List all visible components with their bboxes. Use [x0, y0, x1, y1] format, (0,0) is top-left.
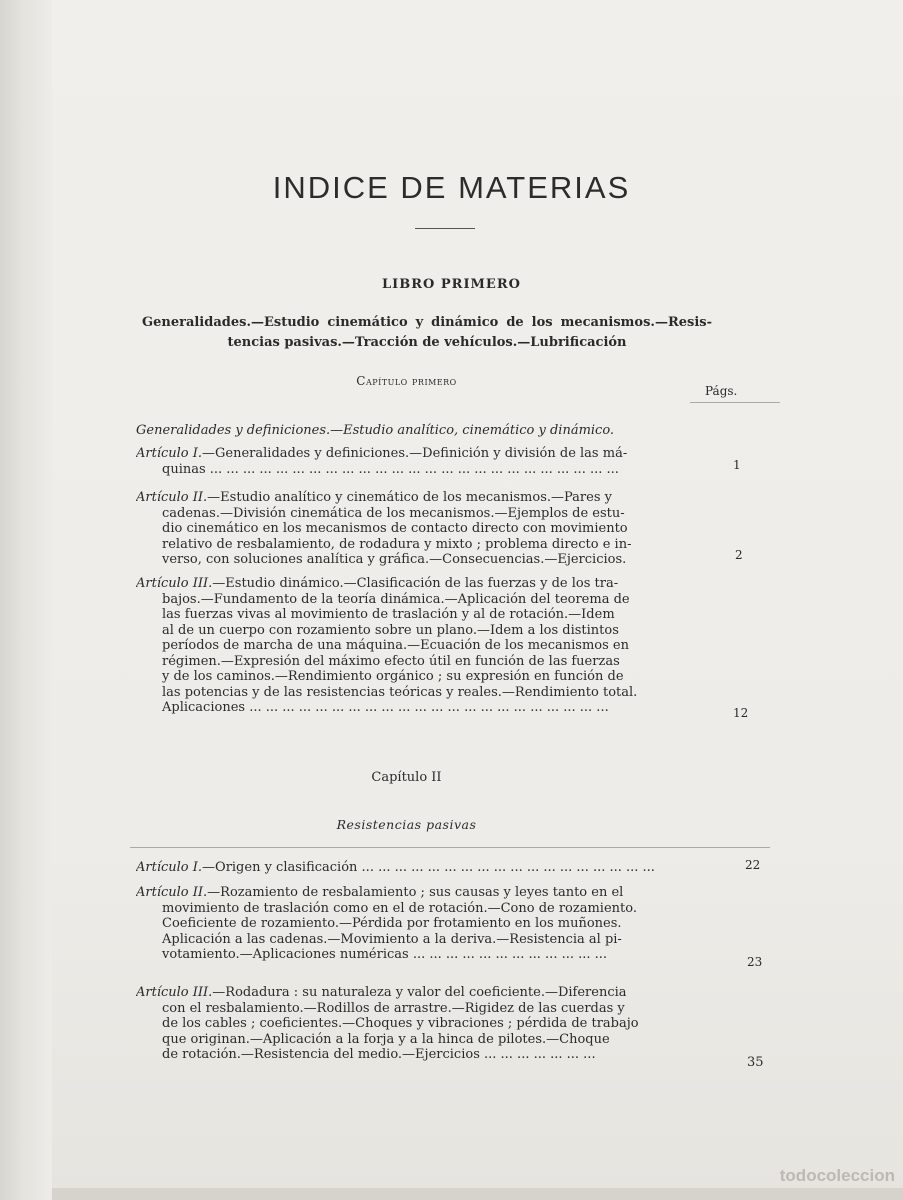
part-subject-line-1: Generalidades.—Estudio cinemático y dinámico de los mecanismos.—Resis- [142, 315, 712, 330]
toc-entry-text: Aplicaciones ... ... ... ... ... ... ... ... ... ... ... ... ... ... ... ... ... ... ... ... ... ... [162, 700, 609, 715]
toc-entry-first-line [136, 985, 698, 1001]
toc-entry-first-line [136, 885, 698, 901]
toc-entry-text: con el resbalamiento.—Rodillos de arrastre.—Rigidez de las cuerdas y [162, 1000, 625, 1016]
toc-entry-text: al de un cuerpo con rozamiento sobre un plano.—Idem a los distintos [162, 622, 619, 638]
article-label: Artículo I. [136, 446, 203, 461]
toc-entry [136, 490, 698, 568]
toc-entry [136, 885, 698, 963]
toc-entry-text: Aplicación a las cadenas.—Movimiento a la deriva.—Resistencia al pi- [162, 931, 622, 947]
toc-entry-text: las potencias y de las resistencias teóricas y reales.—Rendimiento total. [162, 684, 638, 700]
toc-entry-text: —Generalidades y definiciones.—Definición y división de las má- [202, 446, 628, 461]
page-number: 22 [745, 858, 761, 872]
toc-entry-text: —Origen y clasificación ... ... ... ... ... ... ... ... ... ... ... ... ... ... ... ... ... ... [202, 860, 655, 875]
toc-entry-text: que originan.—Aplicación a la forja y a la hinca de pilotes.—Choque [162, 1031, 610, 1047]
pages-column-label: Págs. [705, 384, 738, 398]
page-number: 1 [733, 458, 741, 472]
toc-entry-first-line [136, 446, 698, 462]
page-number: 23 [747, 955, 763, 969]
part-subject [142, 313, 712, 353]
toc-entry-text: las fuerzas vivas al movimiento de traslación y al de rotación.—Idem [162, 607, 615, 622]
toc-entry-text: —Estudio analítico y cinemático de los mecanismos.—Pares y [207, 490, 612, 505]
chapter-2-section-title: Resistencias pasivas [336, 817, 477, 832]
article-label: Artículo III. [136, 985, 213, 1000]
toc-entry-first-line [136, 860, 698, 876]
article-label: Artículo II. [136, 885, 208, 900]
toc-entry-text: períodos de marcha de una máquina.—Ecuación de los mecanismos en [162, 638, 629, 653]
toc-entry-text: verso, con soluciones analítica y gráfica.—Consecuencias.—Ejercicios. [162, 552, 627, 567]
chapter-1-heading: Capítulo primero [356, 374, 457, 388]
toc-entry-text: —Rozamiento de resbalamiento ; sus causas y leyes tanto en el [207, 885, 624, 900]
toc-entry-first-line [136, 490, 698, 506]
page-number: 12 [733, 706, 749, 720]
toc-entry-text: Coeficiente de rozamiento.—Pérdida por frotamiento en los muñones. [162, 916, 622, 931]
toc-entry [136, 446, 698, 477]
toc-entry-text: bajos.—Fundamento de la teoría dinámica.—Aplicación del teorema de [162, 591, 630, 607]
chapter-2-heading: Capítulo II [371, 770, 442, 785]
toc-entry-first-line [136, 576, 698, 592]
page-number: 35 [747, 1055, 764, 1070]
toc-entry-text: cadenas.—División cinemática de los mecanismos.—Ejemplos de estu- [162, 505, 625, 521]
toc-entry-text: quinas ... ... ... ... ... ... ... ... ... ... ... ... ... ... ... ... ... ... ... ... ... ... ... ... ... [162, 461, 619, 477]
toc-entry-text: régimen.—Expresión del máximo efecto útil en función de las fuerzas [162, 653, 620, 669]
chapter-1-intro: Generalidades y definiciones.—Estudio analítico, cinemático y dinámico. [136, 423, 615, 438]
article-label: Artículo I. [136, 860, 203, 875]
book-part-heading: LIBRO PRIMERO [382, 277, 521, 292]
toc-entry-text: dio cinemático en los mecanismos de contacto directo con movimiento [162, 521, 628, 536]
toc-entry-text: y de los caminos.—Rendimiento orgánico ; su expresión en función de [162, 669, 624, 684]
article-label: Artículo II. [136, 490, 208, 505]
toc-entry-text: de rotación.—Resistencia del medio.—Ejercicios ... ... ... ... ... ... ... [162, 1047, 596, 1062]
toc-entry-text: —Rodadura : su naturaleza y valor del coeficiente.—Diferencia [212, 985, 627, 1000]
page-bottom-edge [52, 1188, 903, 1200]
article-label: Artículo III. [136, 576, 213, 591]
toc-entry-text: —Estudio dinámico.—Clasificación de las fuerzas y de los tra- [212, 576, 619, 591]
toc-entry-text: de los cables ; coeficientes.—Choques y vibraciones ; pérdida de trabajo [162, 1016, 639, 1031]
toc-entry [136, 860, 698, 876]
page-title: INDICE DE MATERIAS [272, 170, 631, 205]
watermark: todocoleccion [779, 1166, 895, 1185]
section-divider [130, 847, 770, 848]
toc-entry [136, 576, 698, 716]
toc-entry-text: movimiento de traslación como en el de rotación.—Cono de rozamiento. [162, 900, 637, 916]
part-subject-line-2: tencias pasivas.—Tracción de vehículos.—Lubrificación [227, 335, 627, 350]
toc-entry-text: relativo de resbalamiento, de rodadura y mixto ; problema directo e in- [162, 536, 632, 552]
toc-entry-text: votamiento.—Aplicaciones numéricas ... ... ... ... ... ... ... ... ... ... ... ... [162, 947, 608, 962]
toc-entry [136, 985, 698, 1063]
title-divider [415, 228, 475, 229]
page-number: 2 [735, 548, 743, 562]
pages-column-rule [690, 402, 780, 403]
